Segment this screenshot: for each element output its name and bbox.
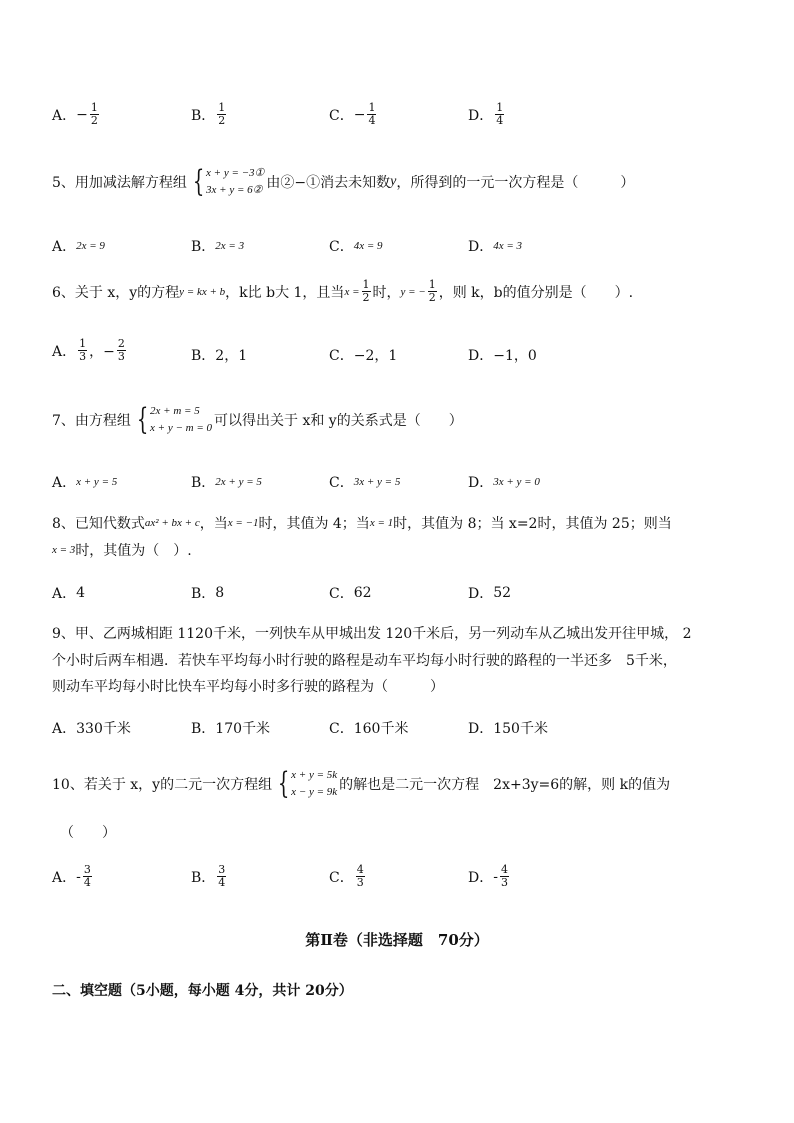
q5-option-a bbox=[52, 236, 105, 256]
question-text: 5、用加减法解方程组 bbox=[52, 175, 187, 191]
equation: y = kx + b bbox=[179, 285, 226, 298]
q7-option-c bbox=[329, 472, 400, 492]
q6-option-c bbox=[329, 345, 397, 365]
option-label: B． bbox=[191, 107, 216, 124]
denominator: 4 bbox=[368, 114, 376, 127]
question-text: 时，其值为（ ）. bbox=[75, 543, 192, 559]
denominator: 2 bbox=[90, 114, 98, 127]
fraction bbox=[356, 864, 365, 889]
condition: x = bbox=[344, 285, 360, 298]
expression: ax² + bx + c bbox=[144, 517, 200, 529]
q7-stem bbox=[52, 403, 463, 437]
question-text: ，k比 b大 1，且当 bbox=[225, 284, 345, 301]
option-label: B． bbox=[191, 348, 216, 364]
denominator: 3 bbox=[117, 350, 125, 363]
q8-option-c bbox=[329, 583, 372, 603]
q9-option-a bbox=[52, 718, 131, 738]
numerator: 1 bbox=[90, 101, 98, 114]
equation-line: x + y = −3① bbox=[206, 167, 265, 179]
equation-system bbox=[274, 767, 337, 801]
q5-option-d bbox=[468, 236, 522, 256]
fraction bbox=[362, 279, 371, 304]
option-label: A． bbox=[52, 586, 77, 602]
option-value: 62 bbox=[353, 585, 372, 601]
fraction bbox=[367, 102, 376, 127]
q6-option-b bbox=[191, 345, 247, 365]
q5-stem bbox=[52, 165, 634, 199]
q5-option-c bbox=[329, 236, 383, 256]
denominator: 2 bbox=[428, 291, 436, 304]
numerator: 2 bbox=[117, 337, 125, 350]
option-sign: - bbox=[493, 868, 498, 885]
section-subtitle: 二、填空题（5小题，每小题 4分，共计 20分） bbox=[52, 983, 353, 999]
denominator: 3 bbox=[79, 350, 87, 363]
separator: ，− bbox=[89, 343, 115, 360]
fraction bbox=[217, 102, 226, 127]
question-text: ，则 k，b的值分别是（ ）. bbox=[438, 284, 634, 301]
question-text: 时， bbox=[372, 284, 401, 301]
option-value: 160千米 bbox=[353, 721, 409, 737]
option-label: B． bbox=[191, 239, 216, 255]
option-label: A． bbox=[52, 721, 77, 737]
option-label: C． bbox=[329, 586, 354, 602]
option-value: 2x = 9 bbox=[76, 240, 105, 252]
numerator: 1 bbox=[79, 337, 87, 350]
numerator: 1 bbox=[428, 278, 436, 291]
q8-option-d bbox=[468, 583, 511, 603]
brace: { bbox=[136, 402, 149, 437]
option-label: C． bbox=[329, 475, 354, 491]
q10-option-b bbox=[191, 864, 228, 889]
option-value: 2x = 3 bbox=[215, 240, 245, 252]
option-label: A． bbox=[52, 475, 77, 491]
equation-system bbox=[189, 165, 265, 199]
option-label: C． bbox=[329, 721, 354, 737]
q8-stem-line1 bbox=[52, 513, 672, 533]
fraction bbox=[78, 338, 87, 363]
equation-system bbox=[133, 403, 212, 437]
q10-option-d bbox=[468, 864, 511, 889]
question-text: ，所得到的一元一次方程是（ ） bbox=[396, 175, 635, 191]
option-value: −1，0 bbox=[493, 348, 537, 364]
q6-option-a bbox=[52, 338, 128, 363]
equation-line: x + y = 5k bbox=[291, 769, 338, 781]
q9-option-b bbox=[191, 718, 270, 738]
question-text: 8、已知代数式 bbox=[52, 516, 145, 532]
variable: y bbox=[390, 174, 397, 189]
option-value: 8 bbox=[215, 585, 225, 601]
numerator: 3 bbox=[83, 863, 91, 876]
option-value: x + y = 5 bbox=[76, 476, 118, 488]
option-sign: − bbox=[76, 106, 88, 123]
option-label: B． bbox=[191, 475, 216, 491]
fraction bbox=[495, 102, 504, 127]
denominator: 2 bbox=[218, 114, 226, 127]
option-value: 2，1 bbox=[215, 348, 248, 364]
option-value: 4 bbox=[76, 585, 86, 601]
q9-stem-line3: 则动车平均每小时比快车平均每小时多行驶的路程为（ ） bbox=[52, 679, 444, 695]
q9-option-c bbox=[329, 718, 408, 738]
q4-option-d bbox=[468, 102, 506, 127]
option-value: 52 bbox=[493, 585, 512, 601]
q6-option-d bbox=[468, 345, 537, 365]
fraction bbox=[90, 102, 99, 127]
equation-line: x + y − m = 0 bbox=[150, 422, 212, 434]
option-label: B． bbox=[191, 586, 216, 602]
q7-option-a bbox=[52, 472, 117, 492]
equation-line: x − y = 9k bbox=[291, 786, 338, 798]
option-sign: − bbox=[353, 106, 366, 123]
option-label: D． bbox=[468, 721, 494, 737]
q10-answer-paren: （ ） bbox=[60, 825, 116, 841]
option-label: D． bbox=[468, 107, 494, 124]
q9-stem-line1: 9、甲、乙两城相距 1120千米，一列快车从甲城出发 120千米后，另一列动车从乙城出发开往甲城， 2 bbox=[52, 626, 692, 642]
option-label: B． bbox=[191, 721, 216, 737]
option-value: 3x + y = 5 bbox=[353, 476, 401, 488]
brace: { bbox=[277, 766, 290, 801]
equation-line: 3x + y = 6② bbox=[206, 184, 263, 196]
q4-option-b bbox=[191, 102, 228, 127]
numerator: 1 bbox=[368, 101, 376, 114]
option-label: A． bbox=[52, 239, 77, 255]
condition: y = − bbox=[400, 285, 426, 298]
q9-stem-line2: 个小时后两车相遇．若快车平均每小时行驶的路程是动车平均每小时行驶的路程的一半还多 5千米， bbox=[52, 653, 677, 669]
brace: { bbox=[192, 164, 205, 199]
option-value: −2，1 bbox=[353, 348, 398, 364]
q10-option-a bbox=[52, 864, 94, 889]
option-label: C． bbox=[329, 107, 354, 124]
option-value: 2x + y = 5 bbox=[215, 476, 262, 488]
q10-stem-line1 bbox=[52, 767, 670, 801]
numerator: 4 bbox=[356, 863, 364, 876]
option-label: A． bbox=[52, 343, 77, 360]
option-value: 170千米 bbox=[215, 721, 271, 737]
q8-option-b bbox=[191, 583, 224, 603]
denominator: 4 bbox=[83, 876, 91, 889]
option-label: C． bbox=[329, 239, 354, 255]
q7-option-b bbox=[191, 472, 262, 492]
denominator: 4 bbox=[218, 876, 226, 889]
q8-option-a bbox=[52, 583, 85, 603]
question-text: 可以得出关于 x和 y的关系式是（ ） bbox=[214, 413, 463, 429]
fraction bbox=[117, 338, 126, 363]
option-sign: - bbox=[76, 868, 81, 885]
numerator: 4 bbox=[500, 863, 508, 876]
numerator: 1 bbox=[496, 101, 504, 114]
q8-stem-line2 bbox=[52, 540, 192, 560]
denominator: 4 bbox=[496, 114, 504, 127]
option-value: 4x = 9 bbox=[353, 240, 383, 252]
option-value: 4x = 3 bbox=[493, 240, 523, 252]
q6-stem bbox=[52, 279, 633, 304]
option-label: D． bbox=[468, 869, 494, 886]
question-text: 由②−①消去未知数 bbox=[266, 175, 391, 191]
q9-option-d bbox=[468, 718, 548, 738]
option-label: D． bbox=[468, 239, 494, 255]
numerator: 1 bbox=[218, 101, 226, 114]
option-label: D． bbox=[468, 348, 494, 364]
fraction bbox=[83, 864, 92, 889]
option-label: A． bbox=[52, 107, 77, 124]
q4-option-a bbox=[52, 102, 101, 127]
option-label: D． bbox=[468, 586, 494, 602]
equation-line: 2x + m = 5 bbox=[150, 405, 200, 417]
question-text: 10、若关于 x，y的二元一次方程组 bbox=[52, 777, 273, 793]
question-text: 7、由方程组 bbox=[52, 413, 131, 429]
numerator: 1 bbox=[362, 278, 370, 291]
option-value: 150千米 bbox=[493, 721, 548, 737]
question-text: 时，其值为 8；当 x=2时，其值为 25；则当 bbox=[393, 516, 672, 532]
condition: x = 3 bbox=[52, 544, 76, 556]
question-text: ，当 bbox=[199, 516, 228, 532]
fraction bbox=[500, 864, 509, 889]
fraction bbox=[428, 279, 437, 304]
condition: x = −1 bbox=[227, 517, 259, 529]
option-label: C． bbox=[329, 869, 354, 886]
question-text: 时，其值为 4；当 bbox=[258, 516, 370, 532]
option-label: A． bbox=[52, 869, 77, 886]
denominator: 3 bbox=[356, 876, 364, 889]
option-value: 3x + y = 0 bbox=[493, 476, 540, 488]
q4-option-c bbox=[329, 102, 378, 127]
question-text: 的解也是二元一次方程 2x+3y=6的解，则 k的值为 bbox=[339, 777, 671, 793]
denominator: 2 bbox=[362, 291, 370, 304]
question-text: 6、关于 x，y的方程 bbox=[52, 284, 180, 301]
option-label: C． bbox=[329, 348, 354, 364]
option-label: D． bbox=[468, 475, 494, 491]
option-value: 330千米 bbox=[76, 721, 131, 737]
denominator: 3 bbox=[500, 876, 508, 889]
numerator: 3 bbox=[218, 863, 226, 876]
q7-option-d bbox=[468, 472, 540, 492]
section-title: 第Ⅱ卷（非选择题 70分） bbox=[305, 931, 489, 949]
fraction bbox=[217, 864, 226, 889]
option-label: B． bbox=[191, 869, 216, 886]
condition: x = 1 bbox=[369, 517, 394, 529]
q10-option-c bbox=[329, 864, 367, 889]
q5-option-b bbox=[191, 236, 244, 256]
